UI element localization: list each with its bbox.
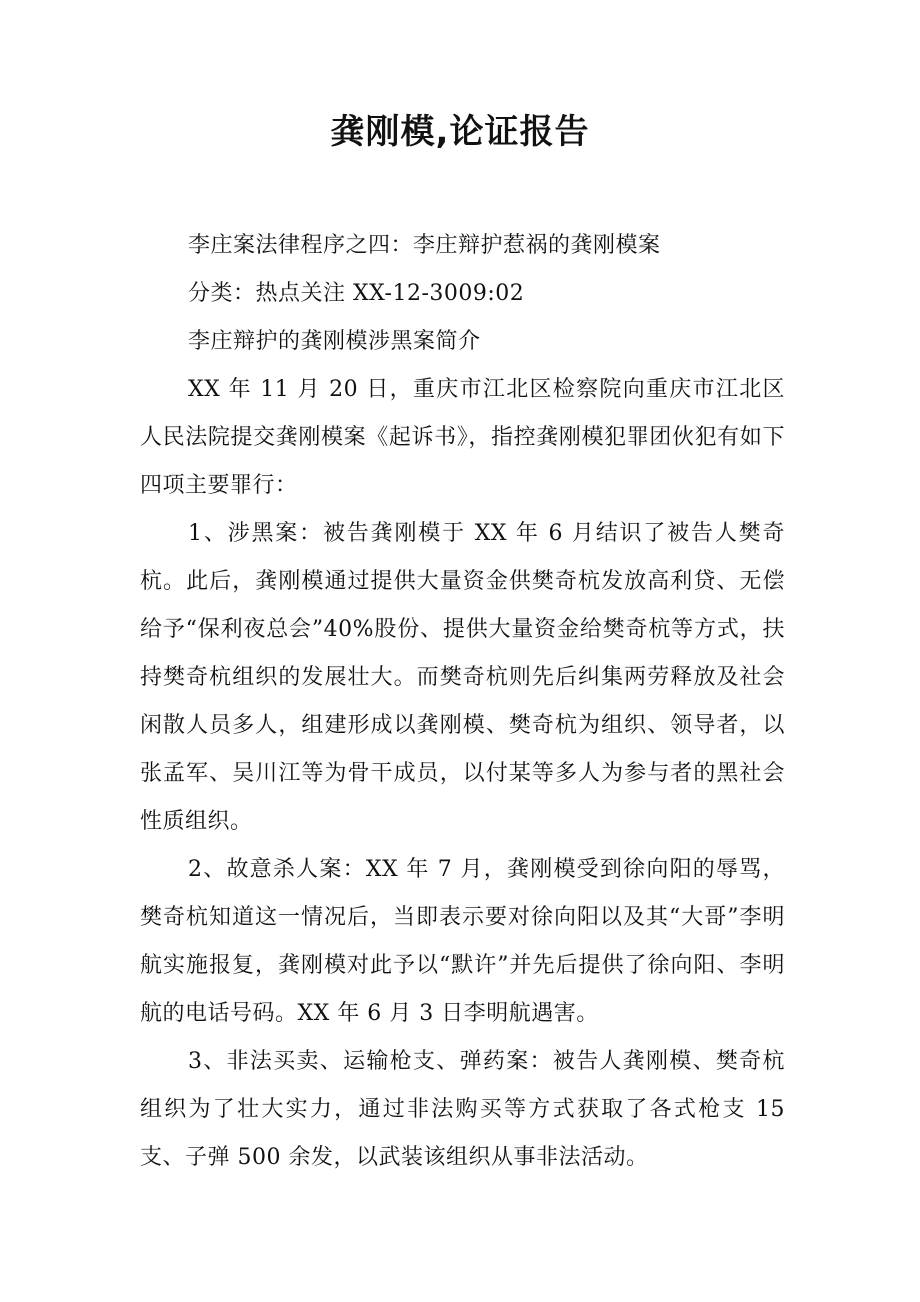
paragraph-intro: XX 年 11 月 20 日，重庆市江北区检察院向重庆市江北区人民法院提交龚刚模案《起诉书》，指控龚刚模犯罪团伙犯有如下四项主要罪行： (140, 377, 785, 498)
paragraph-category: 分类：热点关注 XX-12-3009:02 (188, 281, 525, 306)
paragraph-item-1: 1、涉黑案：被告龚刚模于 XX 年 6 月结识了被告人樊奇杭。此后，龚刚模通过提供大量资金供樊奇杭发放高利贷、无偿给予“保利夜总会”40%股份、提供大量资金给樊奇杭等方式，扶持樊奇杭组织的发展壮大。而樊奇杭则先后纠集两劳释放及社会闲散人员多人，组建形成以龚刚模、樊奇杭为组织、领导者，以张孟军、吴川江等为骨干成员，以付某等多人为参与者的黑社会性质组织。 (140, 521, 785, 834)
document-title: 龚刚模,论证报告 (330, 112, 590, 152)
document-body (140, 222, 785, 1182)
paragraph-subheading: 李庄辩护的龚刚模涉黑案简介 (188, 329, 481, 354)
paragraph-heading: 李庄案法律程序之四：李庄辩护惹祸的龚刚模案 (188, 233, 661, 258)
paragraph-item-2: 2、故意杀人案：XX 年 7 月，龚刚模受到徐向阳的辱骂，樊奇杭知道这一情况后，当即表示要对徐向阳以及其“大哥”李明航实施报复，龚刚模对此予以“默许”并先后提供了徐向阳、李明航的电话号码。XX 年 6 月 3 日李明航遇害。 (140, 857, 785, 1026)
paragraph-item-3: 3、非法买卖、运输枪支、弹药案：被告人龚刚模、樊奇杭组织为了壮大实力，通过非法购买等方式获取了各式枪支 15 支、子弹 500 余发，以武装该组织从事非法活动。 (140, 1049, 785, 1170)
